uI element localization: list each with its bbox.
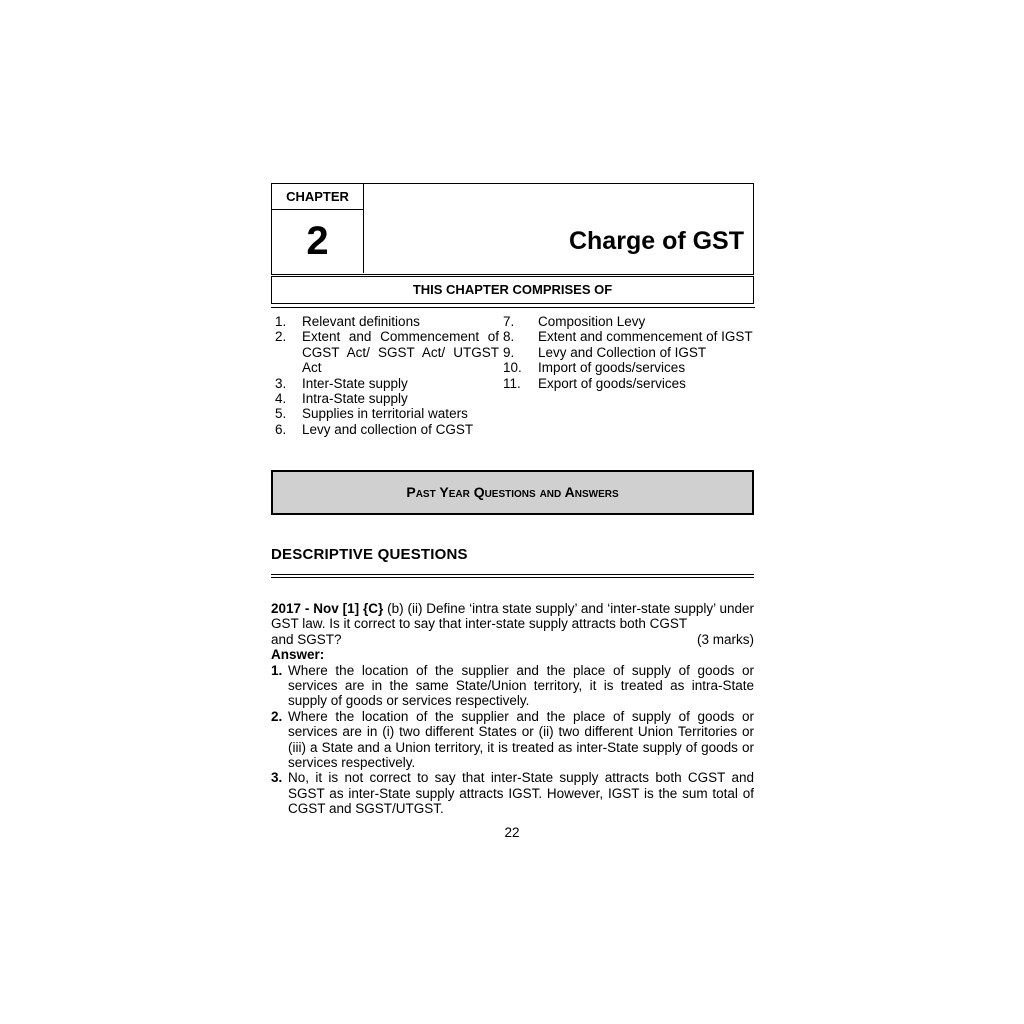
answer-label: Answer: [271,647,325,663]
toc-item-text: Relevant definitions [302,314,420,329]
toc-item [503,329,754,344]
chapter-label: CHAPTER [272,184,363,210]
toc-item [271,314,499,329]
toc-item-text: Levy and Collection of IGST [538,344,707,360]
toc-item-text: Import of goods/services [538,360,686,376]
toc-item-text: Inter-State supply [302,375,408,391]
answer-item [271,770,754,816]
toc-item-number: 10. [503,360,522,376]
toc-item-text: Extent and Commencement of CGST Act/ SGST Act/ UTGST Act [302,329,499,376]
toc-left-column [271,314,499,437]
toc-right-column [503,314,754,391]
answer-item-text: No, it is not correct to say that inter-State supply attracts both CGST and SGST as inter-State supply attracts IGST. However, IGST is the sum total of CGST and SGST/UTGST. [288,770,754,817]
toc-item-text: Intra-State supply [302,391,408,407]
question-marks: (3 marks) [697,631,754,647]
answer-item-number: 2. [271,708,283,724]
chapter-comprises-heading: THIS CHAPTER COMPRISES OF [271,276,754,304]
question-text: (b) (ii) Define ‘intra state supply’ and ‘inter-state supply’ under GST law. Is it correct to say that inter-state supply attracts both CGST [271,601,754,632]
toc-item-number: 5. [275,406,287,422]
page-number: 22 [504,825,520,840]
question-reference: 2017 - Nov [1] {C} [271,601,384,616]
toc-item [503,345,754,360]
answer-item [271,709,754,771]
toc-item-number: 6. [275,421,287,437]
chapter-number-cell [272,184,364,273]
toc-item-text: Composition Levy [538,314,646,329]
section-divider [271,574,754,578]
question-text-end: and SGST? [271,631,342,647]
answer-item-text: Where the location of the supplier and the place of supply of goods or services are in the same State/Union territory, it is treated as intra-State supply of goods or services respectively. [288,662,754,709]
toc-item-number: 4. [275,391,287,407]
toc-item [503,376,754,391]
question-block [271,601,754,647]
question-last-line [271,632,754,647]
toc-item-number: 8. [503,329,515,345]
toc-item-number: 3. [275,375,287,391]
toc-item-number: 7. [503,314,515,329]
toc-item-number: 1. [275,314,287,329]
toc-item [271,391,499,406]
toc-item-number: 11. [503,375,521,391]
chapter-header [271,183,754,275]
toc-item-number: 2. [275,329,287,345]
section-heading: DESCRIPTIVE QUESTIONS [271,546,468,563]
toc-item-number: 9. [503,344,515,360]
toc-item-text: Export of goods/services [538,375,686,391]
toc-item [271,329,499,375]
toc-item [503,314,754,329]
chapter-title: Charge of GST [568,227,744,255]
answer-item-text: Where the location of the supplier and the place of supply of goods or services are in (i) two different States or (ii) two different Union Territories or (iii) a State and a Union territory, it is treated as inter-State supply of goods or services respectively. [288,708,754,771]
answer-item-number: 3. [271,770,283,786]
past-year-questions-banner: Past Year Questions and Answers [271,470,754,515]
toc-item-text: Supplies in territorial waters [302,406,468,422]
toc-item [271,376,499,391]
toc-item [271,422,499,437]
chapter-number: 2 [306,219,329,263]
answer-item [271,663,754,709]
document-page [271,183,754,817]
answer-item-number: 1. [271,662,283,678]
toc-item-text: Levy and collection of CGST [302,421,474,437]
toc-item [503,360,754,375]
table-of-contents [271,314,754,454]
toc-item-text: Extent and commencement of IGST [538,329,753,345]
toc-item [271,406,499,421]
